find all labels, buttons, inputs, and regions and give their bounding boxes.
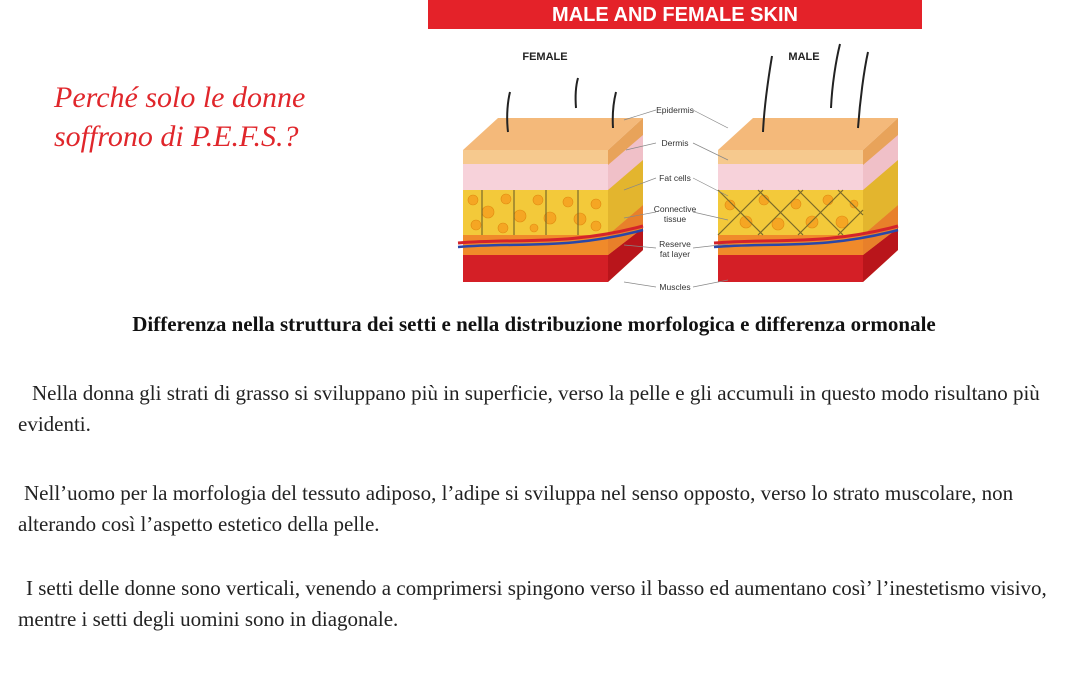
paragraph-septa: I setti delle donne sono verticali, venendo a comprimersi spingono verso il basso ed aumentano così’ l’inestetismo visivo, mentre i setti degli uomini sono in diagonale.: [18, 576, 1047, 631]
male-epidermis: [718, 150, 863, 164]
male-label: MALE: [788, 51, 820, 63]
label-fat-cells: Fat cells: [659, 173, 691, 183]
label-dermis: Dermis: [661, 138, 689, 148]
skin-diagram: [428, 0, 922, 300]
male-skin-block: [714, 44, 898, 282]
label-epidermis: Epidermis: [656, 105, 694, 115]
label-reserve: Reserve: [659, 239, 691, 249]
label-fat-layer: fat layer: [659, 249, 691, 259]
section-heading: Differenza nella struttura dei setti e nella distribuzione morfologica e differenza ormonale: [132, 312, 936, 336]
pefs-question: [54, 78, 414, 156]
female-label: FEMALE: [522, 51, 568, 63]
female-skin-block: [458, 78, 643, 282]
male-dermis: [718, 164, 863, 190]
paragraph-male: Nell’uomo per la morfologia del tessuto adiposo, l’adipe si sviluppa nel senso opposto, verso lo strato muscolare, non alterando così l’aspetto estetico della pelle.: [18, 481, 1014, 536]
label-connective: Connective: [653, 204, 697, 214]
label-tissue: tissue: [663, 214, 687, 224]
female-dermis: [463, 164, 608, 190]
female-muscle: [463, 255, 608, 282]
male-muscle: [718, 255, 863, 282]
paragraph-female: Nella donna gli strati di grasso si sviluppano più in superficie, verso la pelle e gli accumuli in questo modo risultano più evidenti.: [18, 381, 1040, 436]
question-line-1: Perché solo le donne: [54, 81, 306, 114]
label-muscles: Muscles: [659, 282, 691, 292]
female-epidermis: [463, 150, 608, 164]
banner-title: MALE AND FEMALE SKIN: [552, 4, 798, 26]
skin-comparison-figure: [428, 0, 922, 300]
question-line-2: soffrono di P.E.F.S.?: [54, 120, 299, 153]
